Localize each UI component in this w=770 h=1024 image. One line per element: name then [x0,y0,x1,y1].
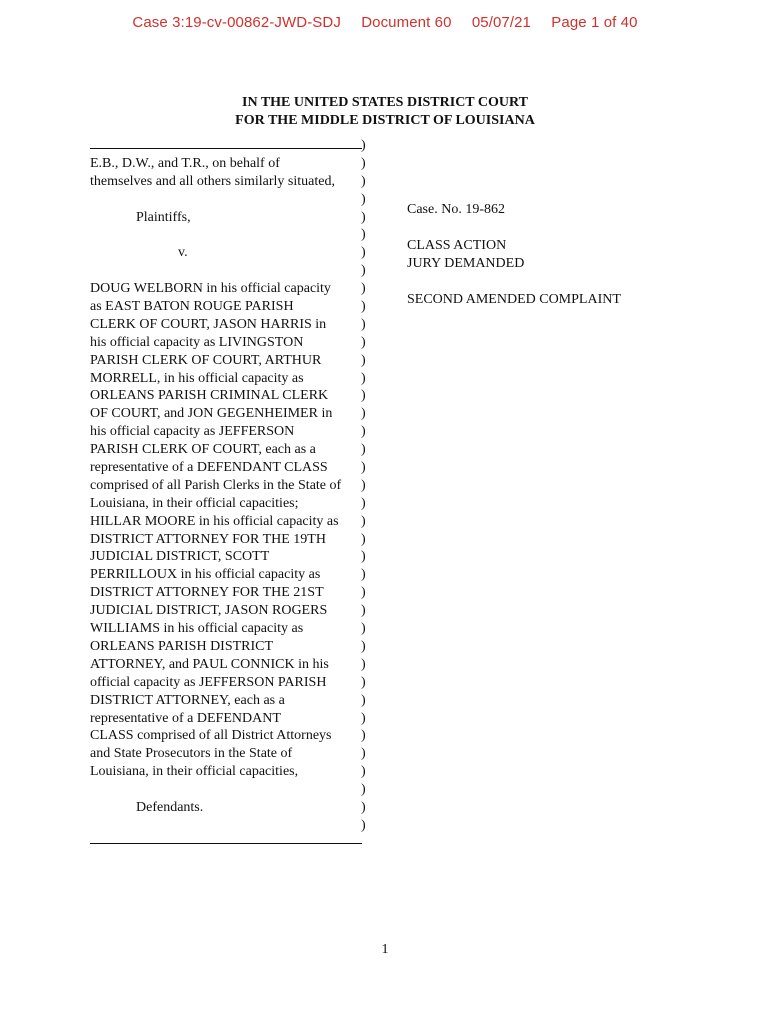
caption-party-line [90,817,368,835]
caption-party-line [90,262,368,280]
caption-party-line: his official capacity as JEFFERSON [90,424,295,440]
caption-party-line: Louisiana, in their official capacities, [90,764,299,780]
caption-party-line: HILLAR MOORE in his official capacity as [90,513,339,529]
stamp-document: Document 60 [361,14,452,31]
caption-party-line [90,781,368,799]
caption-party-line: JUDICIAL DISTRICT, SCOTT [90,549,270,565]
caption-paren: ) [361,334,366,350]
caption-party-line: DISTRICT ATTORNEY FOR THE 19TH [90,531,326,547]
class-action-label: CLASS ACTION [407,238,507,254]
caption-party-line: DISTRICT ATTORNEY, each as a [90,692,285,708]
caption-paren: ) [361,674,366,690]
caption-party-line: JUDICIAL DISTRICT, JASON ROGERS [90,603,328,619]
caption-parties [90,137,368,835]
filing-stamp [0,14,770,31]
caption-party-line: E.B., D.W., and T.R., on behalf of [90,155,280,171]
caption-paren: ) [361,495,366,511]
caption-paren: ) [361,460,366,476]
caption-party-line: WILLIAMS in his official capacity as [90,621,304,637]
caption-paren: ) [361,746,366,762]
caption-paren: ) [361,764,366,780]
stamp-date: 05/07/21 [471,14,532,31]
caption-paren: ) [361,299,366,315]
caption-party-line: ORLEANS PARISH DISTRICT [90,638,274,654]
caption-party-line: ATTORNEY, and PAUL CONNICK in his [90,656,329,672]
caption-party-line: DISTRICT ATTORNEY FOR THE 21ST [90,585,324,601]
caption-paren: ) [361,138,366,153]
caption-paren: ) [361,728,366,744]
caption-paren: ) [361,656,366,672]
caption-party-line: and State Prosecutors in the State of [90,746,293,762]
case-number: Case. No. 19-862 [407,202,505,218]
caption-parentheses [361,137,371,835]
jury-demanded-label: JURY DEMANDED [407,256,525,272]
caption-paren: ) [361,638,366,654]
caption-paren: ) [361,281,366,297]
caption-party-line: ORLEANS PARISH CRIMINAL CLERK [90,388,329,404]
caption-paren: ) [361,782,366,798]
caption-paren: ) [361,209,366,225]
caption-paren: ) [361,692,366,708]
stamp-page: Page 1 of 40 [551,14,638,31]
caption-paren: ) [361,621,366,637]
caption-paren: ) [361,370,366,386]
caption-party-line: comprised of all Parish Clerks in the State of [90,477,342,493]
caption-paren: ) [361,531,366,547]
caption-paren: ) [361,585,366,601]
caption-party-line: themselves and all others similarly situated, [90,173,335,189]
court-title [0,94,770,130]
caption-paren: ) [361,191,366,207]
caption-party-line: official capacity as JEFFERSON PARISH [90,674,327,690]
caption-paren: ) [361,406,366,422]
caption-party-line: Plaintiffs, [136,209,191,225]
caption-party-line: as EAST BATON ROUGE PARISH [90,299,294,315]
caption-paren: ) [361,799,366,815]
caption-party-line: DOUG WELBORN in his official capacity [90,281,331,297]
caption-party-line [90,226,368,244]
court-title-line2: FOR THE MIDDLE DISTRICT OF LOUISIANA [235,113,535,128]
caption-party-line: representative of a DEFENDANT [90,710,281,726]
caption-party-line: Defendants. [136,799,204,815]
caption-paren: ) [361,263,366,279]
caption-paren: ) [361,155,366,171]
caption-party-line: CLASS comprised of all District Attorneys [90,728,332,744]
caption-bottom-rule [90,843,362,844]
caption-paren: ) [361,513,366,529]
caption-paren: ) [361,710,366,726]
caption-paren: ) [361,442,366,458]
caption-paren: ) [361,316,366,332]
caption-party-line: his official capacity as LIVINGSTON [90,334,304,350]
caption-paren: ) [361,388,366,404]
caption-paren: ) [361,424,366,440]
caption-party-line [90,137,368,155]
caption-party-line: MORRELL, in his official capacity as [90,370,304,386]
caption-party-line: PERRILLOUX in his official capacity as [90,567,321,583]
caption-party-line: PARISH CLERK OF COURT, each as a [90,442,316,458]
caption-party-line: representative of a DEFENDANT CLASS [90,460,328,476]
caption-paren: ) [361,352,366,368]
caption-party-line [90,191,368,209]
caption-paren: ) [361,603,366,619]
caption-paren: ) [361,173,366,189]
stamp-case-number: Case 3:19-cv-00862-JWD-SDJ [132,14,341,31]
caption-party-line: CLERK OF COURT, JASON HARRIS in [90,316,327,332]
caption-paren: ) [361,227,366,243]
caption-party-line: PARISH CLERK OF COURT, ARTHUR [90,352,322,368]
caption-party-line: v. [178,245,188,261]
caption-party-line: OF COURT, and JON GEGENHEIMER in [90,406,333,422]
caption-paren: ) [361,477,366,493]
page-number: 1 [381,942,389,957]
caption-paren: ) [361,549,366,565]
caption-paren: ) [361,245,366,261]
complaint-title: SECOND AMENDED COMPLAINT [407,291,621,307]
court-title-line1: IN THE UNITED STATES DISTRICT COURT [242,95,528,110]
caption-paren: ) [361,817,366,833]
caption-party-line: Louisiana, in their official capacities; [90,495,299,511]
caption-paren: ) [361,567,366,583]
